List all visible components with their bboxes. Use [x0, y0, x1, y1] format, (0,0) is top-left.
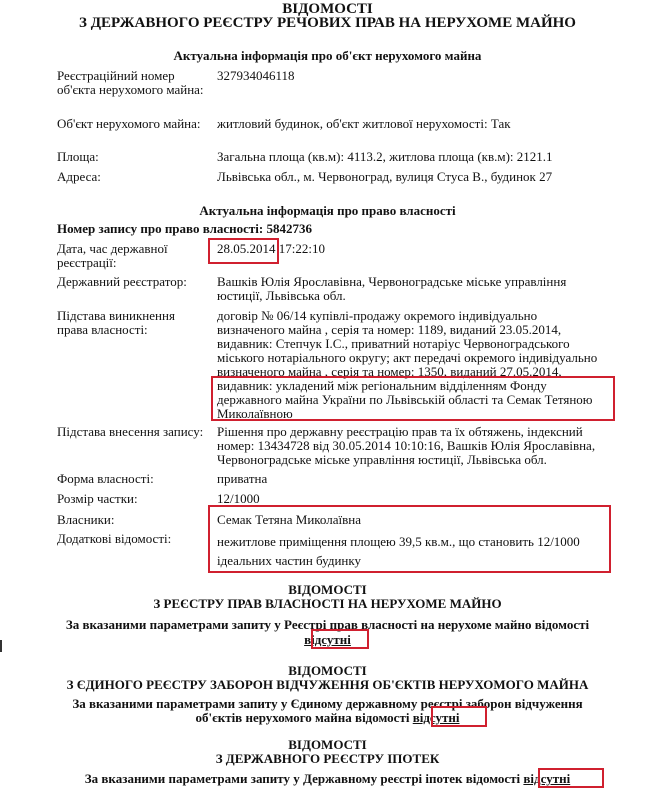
address-label: Адреса: — [57, 169, 101, 184]
object-label: Об'єкт нерухомого майна: — [57, 116, 201, 131]
registry2-subtitle: З РЕЄСТРУ ПРАВ ВЛАСНОСТІ НА НЕРУХОМЕ МАЙНО — [153, 596, 502, 611]
registry4-title: ВІДОМОСТІ — [288, 737, 367, 752]
registry4-subtitle: З ДЕРЖАВНОГО РЕЄСТРУ ІПОТЕК — [215, 751, 440, 766]
registry4-line: За вказаними параметрами запиту у Державному реєстрі іпотек відомості — [84, 771, 521, 786]
registry2-highlight-box — [311, 629, 369, 649]
owners-label: Власники: — [57, 512, 115, 527]
registry3-absent: відсутні — [412, 710, 460, 725]
registrar-label: Державний реєстратор: — [57, 274, 187, 289]
registry2-title: ВІДОМОСТІ — [288, 582, 367, 597]
doc-subtitle: З ДЕРЖАВНОГО РЕЄСТРУ РЕЧОВИХ ПРАВ НА НЕРУХОМЕ МАЙНО — [79, 15, 576, 31]
reg-number-value: 327934046118 — [217, 68, 295, 83]
basis-value-part1: договір № 06/14 купівлі-продажу окремого індивідуально визначеного майна , серія та номер: 1189, виданий 23.05.2014, видавник: Степчук І.С., приватний нотаріус Червоноградського міського нотаріального округу; акт передачі окремого індивідуально визначеного майна , серія та номер: 1350, виданий 27.05.2014, — [217, 308, 598, 379]
registry3-subtitle: З ЄДИНОГО РЕЄСТРУ ЗАБОРОН ВІДЧУЖЕННЯ ОБ'ЄКТІВ НЕРУХОМОГО МАЙНА — [66, 677, 589, 692]
extra-label: Додаткові відомості: — [57, 531, 172, 546]
owners-value: Семак Тетяна Миколаївна — [217, 512, 361, 527]
area-value: Загальна площа (кв.м): 4113.2, житлова площа (кв.м): 2121.1 — [217, 149, 553, 164]
extra-value: нежитлове приміщення площею 39,5 кв.м., що становить 12/1000 ідеальних частин будинку — [217, 534, 580, 568]
doc-title: ВІДОМОСТІ — [282, 1, 373, 17]
registry3-title: ВІДОМОСТІ — [288, 663, 367, 678]
reg-date-label: Дата, час державної реєстрації: — [57, 241, 168, 270]
basis-highlight-box — [211, 376, 615, 421]
form-value: приватна — [217, 471, 268, 486]
registrar-value: Вашків Юлія Ярославівна, Червоноградське міське управління юстиції, Львівська обл. — [217, 274, 567, 303]
entry-value: Рішення про державну реєстрацію прав та їх обтяжень, індексний номер: 13434728 від 30.05.2014 10:10:16, Вашків Юлія Ярославівна, Червоноградське міське управління юстиції, Львівська обл. — [217, 424, 596, 467]
registry3-line1: За вказаними параметрами запиту у Єдиному державному реєстрі заборон відчуження — [72, 696, 583, 711]
reg-date-value: 28.05.2014 — [217, 241, 276, 256]
owner-highlight-box — [208, 505, 611, 573]
reg-time-value: 17:22:10 — [278, 241, 325, 256]
registry3-highlight-box — [431, 706, 487, 727]
registry2-absent: відсутні — [304, 632, 351, 647]
registry3-line2: об'єктів нерухомого майна відомості — [195, 710, 410, 725]
object-section-title: Актуальна інформація про об'єкт нерухомого майна — [173, 48, 482, 63]
date-highlight-box — [208, 238, 279, 264]
registry4-highlight-box — [538, 768, 604, 788]
address-value: Львівська обл., м. Червоноград, вулиця Стуса В., будинок 27 — [217, 169, 553, 184]
record-number: Номер запису про право власності: 5842736 — [57, 221, 312, 236]
basis-label: Підстава виникнення права власності: — [57, 308, 175, 337]
entry-label: Підстава внесення запису: — [57, 424, 204, 439]
share-value: 12/1000 — [217, 491, 260, 506]
form-label: Форма власності: — [57, 471, 154, 486]
object-value: житловий будинок, об'єкт житлової нерухомості: Так — [217, 116, 511, 131]
share-label: Розмір частки: — [57, 491, 138, 506]
registry4-absent: відсутні — [523, 771, 571, 786]
registry3-line2-row — [0, 710, 655, 725]
basis-value-part2: видавник: укладений між регіональним відділенням Фонду державного майна України по Львівській області та Семак Тетяною Миколаївною — [217, 378, 593, 421]
reg-number-label: Реєстраційний номер об'єкта нерухомого майна: — [57, 68, 204, 97]
registry2-line: За вказаними параметрами запиту у Реєстрі прав власності на нерухоме майно відомості — [65, 617, 590, 632]
area-label: Площа: — [57, 149, 99, 164]
ownership-section-title: Актуальна інформація про право власності — [199, 203, 456, 218]
margin-mark — [0, 640, 2, 652]
